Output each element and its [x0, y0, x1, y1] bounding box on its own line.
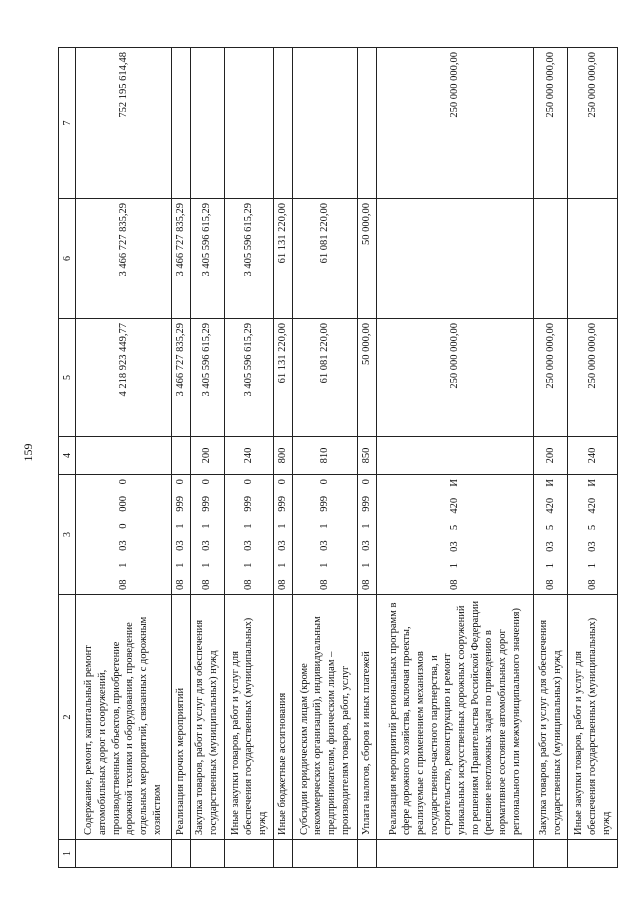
- amount-col-6: 61 131 220,00: [274, 199, 293, 319]
- code-part: 08: [243, 579, 255, 590]
- table-row: [274, 48, 293, 868]
- code-part: И: [586, 479, 598, 487]
- code-part: 1: [174, 562, 186, 568]
- code-part: 0: [277, 479, 289, 485]
- code-part: 08: [586, 579, 598, 590]
- amount-col-6: [534, 199, 568, 319]
- classification-code: [76, 475, 172, 595]
- cell-col-1: [358, 840, 377, 868]
- code-part: 1: [201, 562, 213, 568]
- header-col-4: 4: [59, 437, 76, 475]
- table-row: [534, 48, 568, 868]
- code-part: 08: [117, 579, 129, 590]
- code-parts: [276, 479, 290, 590]
- expense-type-code: 800: [274, 437, 293, 475]
- code-parts: [117, 479, 131, 590]
- table-row: [293, 48, 358, 868]
- expense-type-code: 200: [534, 437, 568, 475]
- page-number: 159: [21, 443, 35, 462]
- code-part: 08: [449, 579, 461, 590]
- code-part: 08: [319, 579, 331, 590]
- table-body: [59, 48, 618, 868]
- code-part: 1: [544, 563, 556, 569]
- code-part: 999: [277, 496, 289, 512]
- expense-type-code: [76, 437, 172, 475]
- item-name: Уплата налогов, сборов и иных платежей: [358, 595, 377, 840]
- cell-col-1: [534, 840, 568, 868]
- code-part: 03: [319, 540, 331, 551]
- classification-code: [376, 475, 533, 595]
- code-part: 1: [117, 562, 129, 568]
- amount-col-6: 3 405 596 615,29: [224, 199, 274, 319]
- amount-col-5: 61 131 220,00: [274, 319, 293, 437]
- item-name: Закупка товаров, работ и услуг для обеспечения государственных (муниципальных) нужд: [534, 595, 568, 840]
- code-part: 0: [117, 479, 129, 485]
- item-name: Реализация мероприятий региональных программ в сфере дорожного хозяйства, включая проекты, реализуемые с применением механизмов государственно-частного партнерства, и строительство, реконструкцию и ремонт уникальных искусственных дорожных сооружений по решениям Правительства Российской Федерации (решение неотложных задач по приведению в нормативное состояние автомобильных дорог регионального или межмуниципального значения): [376, 595, 533, 840]
- expense-type-code: 850: [358, 437, 377, 475]
- code-part: 999: [201, 496, 213, 512]
- code-parts: [318, 479, 332, 590]
- cell-col-1: [190, 840, 224, 868]
- code-part: 03: [174, 540, 186, 551]
- item-name: Закупка товаров, работ и услуг для обеспечения государственных (муниципальных) нужд: [190, 595, 224, 840]
- header-col-7: 7: [59, 48, 76, 199]
- item-name: Иные бюджетные ассигнования: [274, 595, 293, 840]
- classification-code: [534, 475, 568, 595]
- code-part: 03: [117, 540, 129, 551]
- code-parts: [200, 479, 214, 590]
- amount-col-7: [171, 48, 190, 199]
- code-part: 5: [586, 524, 598, 531]
- code-parts: [544, 479, 558, 590]
- cell-col-1: [293, 840, 358, 868]
- code-part: 03: [243, 540, 255, 551]
- code-part: 08: [201, 579, 213, 590]
- amount-col-6: 3 405 596 615,29: [190, 199, 224, 319]
- amount-col-7: [190, 48, 224, 199]
- classification-code: [358, 475, 377, 595]
- header-row: [59, 48, 76, 868]
- budget-table: [58, 47, 618, 868]
- code-part: 1: [277, 523, 289, 529]
- code-part: 03: [277, 540, 289, 551]
- table-row: [224, 48, 274, 868]
- amount-col-7: 250 000 000,00: [568, 48, 618, 199]
- item-name: Иные закупки товаров, работ и услуг для обеспечения государственных (муниципальных) нужд: [568, 595, 618, 840]
- code-part: 1: [361, 562, 373, 568]
- code-part: 03: [201, 540, 213, 551]
- code-part: 0: [174, 479, 186, 485]
- header-col-6: 6: [59, 199, 76, 319]
- amount-col-6: [568, 199, 618, 319]
- amount-col-7: [224, 48, 274, 199]
- cell-col-1: [171, 840, 190, 868]
- expense-type-code: 240: [224, 437, 274, 475]
- code-part: 03: [449, 541, 461, 552]
- code-part: 08: [361, 579, 373, 590]
- code-part: 1: [449, 563, 461, 569]
- classification-code: [190, 475, 224, 595]
- code-part: 420: [544, 497, 556, 514]
- amount-col-5: 61 081 220,00: [293, 319, 358, 437]
- table-row: [568, 48, 618, 868]
- code-part: 0: [361, 479, 373, 485]
- code-parts: [586, 479, 600, 590]
- item-name: Иные закупки товаров, работ и услуг для обеспечения государственных (муниципальных) нужд: [224, 595, 274, 840]
- classification-code: [568, 475, 618, 595]
- code-part: 1: [243, 523, 255, 529]
- classification-code: [224, 475, 274, 595]
- cell-col-1: [376, 840, 533, 868]
- cell-col-1: [224, 840, 274, 868]
- amount-col-7: [293, 48, 358, 199]
- code-part: 420: [586, 497, 598, 514]
- code-part: 03: [361, 540, 373, 551]
- amount-col-6: 3 466 727 835,29: [171, 199, 190, 319]
- amount-col-6: [376, 199, 533, 319]
- header-col-3: 3: [59, 475, 76, 595]
- amount-col-5: 250 000 000,00: [534, 319, 568, 437]
- code-part: 08: [544, 579, 556, 590]
- table-row: [376, 48, 533, 868]
- code-part: И: [449, 479, 461, 487]
- amount-col-7: 250 000 000,00: [534, 48, 568, 199]
- code-part: 0: [243, 479, 255, 485]
- item-name: Содержание, ремонт, капитальный ремонт автомобильных дорог и сооружений, производственных объектов, приобретение дорожной техники и оборудования, проведение отдельных мероприятий, связанных с дорожным хозяйством: [76, 595, 172, 840]
- expense-type-code: 810: [293, 437, 358, 475]
- expense-type-code: [376, 437, 533, 475]
- item-name: Субсидии юридическим лицам (кроме некоммерческих организаций), индивидуальным предпринимателям, физическим лицам – производителям товаров, работ, услуг: [293, 595, 358, 840]
- expense-type-code: [171, 437, 190, 475]
- code-part: 0: [201, 479, 213, 485]
- cell-col-1: [568, 840, 618, 868]
- code-part: 999: [174, 496, 186, 512]
- amount-col-6: 61 081 220,00: [293, 199, 358, 319]
- amount-col-5: 3 466 727 835,29: [171, 319, 190, 437]
- code-part: 03: [586, 541, 598, 552]
- expense-type-code: 200: [190, 437, 224, 475]
- code-part: 1: [361, 523, 373, 529]
- amount-col-7: [358, 48, 377, 199]
- amount-col-6: 50 000,00: [358, 199, 377, 319]
- table-row: [190, 48, 224, 868]
- code-part: 1: [243, 562, 255, 568]
- code-part: 0: [319, 479, 331, 485]
- classification-code: [274, 475, 293, 595]
- amount-col-7: 250 000 000,00: [376, 48, 533, 199]
- code-part: 1: [174, 523, 186, 529]
- code-part: 5: [544, 524, 556, 531]
- amount-col-5: 3 405 596 615,29: [190, 319, 224, 437]
- amount-col-5: 4 218 923 449,77: [76, 319, 172, 437]
- amount-col-5: 250 000 000,00: [376, 319, 533, 437]
- code-part: 08: [174, 579, 186, 590]
- code-part: 420: [449, 497, 461, 514]
- code-part: 5: [449, 524, 461, 531]
- code-parts: [242, 479, 256, 590]
- code-part: 999: [319, 496, 331, 512]
- code-part: 1: [277, 562, 289, 568]
- header-col-2: 2: [59, 595, 76, 840]
- amount-col-7: 752 195 614,48: [76, 48, 172, 199]
- code-part: 03: [544, 541, 556, 552]
- code-part: 08: [277, 579, 289, 590]
- classification-code: [293, 475, 358, 595]
- code-part: 999: [243, 496, 255, 512]
- code-part: И: [544, 479, 556, 487]
- header-col-5: 5: [59, 319, 76, 437]
- amount-col-5: 250 000 000,00: [568, 319, 618, 437]
- expense-type-code: 240: [568, 437, 618, 475]
- code-part: 999: [361, 496, 373, 512]
- code-parts: [448, 479, 462, 590]
- code-parts: [360, 479, 374, 590]
- code-part: 1: [586, 563, 598, 569]
- amount-col-5: 50 000,00: [358, 319, 377, 437]
- table-row: [358, 48, 377, 868]
- budget-table-sheet: [58, 48, 618, 868]
- amount-col-6: 3 466 727 835,29: [76, 199, 172, 319]
- amount-col-5: 3 405 596 615,29: [224, 319, 274, 437]
- code-part: 1: [319, 562, 331, 568]
- cell-col-1: [274, 840, 293, 868]
- code-parts: [174, 479, 188, 590]
- classification-code: [171, 475, 190, 595]
- item-name: Реализация прочих мероприятий: [171, 595, 190, 840]
- amount-col-7: [274, 48, 293, 199]
- cell-col-1: [76, 840, 172, 868]
- header-col-1: 1: [59, 840, 76, 868]
- code-part: 1: [201, 523, 213, 529]
- table-row: [76, 48, 172, 868]
- code-part: 000: [117, 496, 129, 512]
- code-part: 1: [319, 523, 331, 529]
- code-part: 0: [117, 523, 129, 529]
- table-row: [171, 48, 190, 868]
